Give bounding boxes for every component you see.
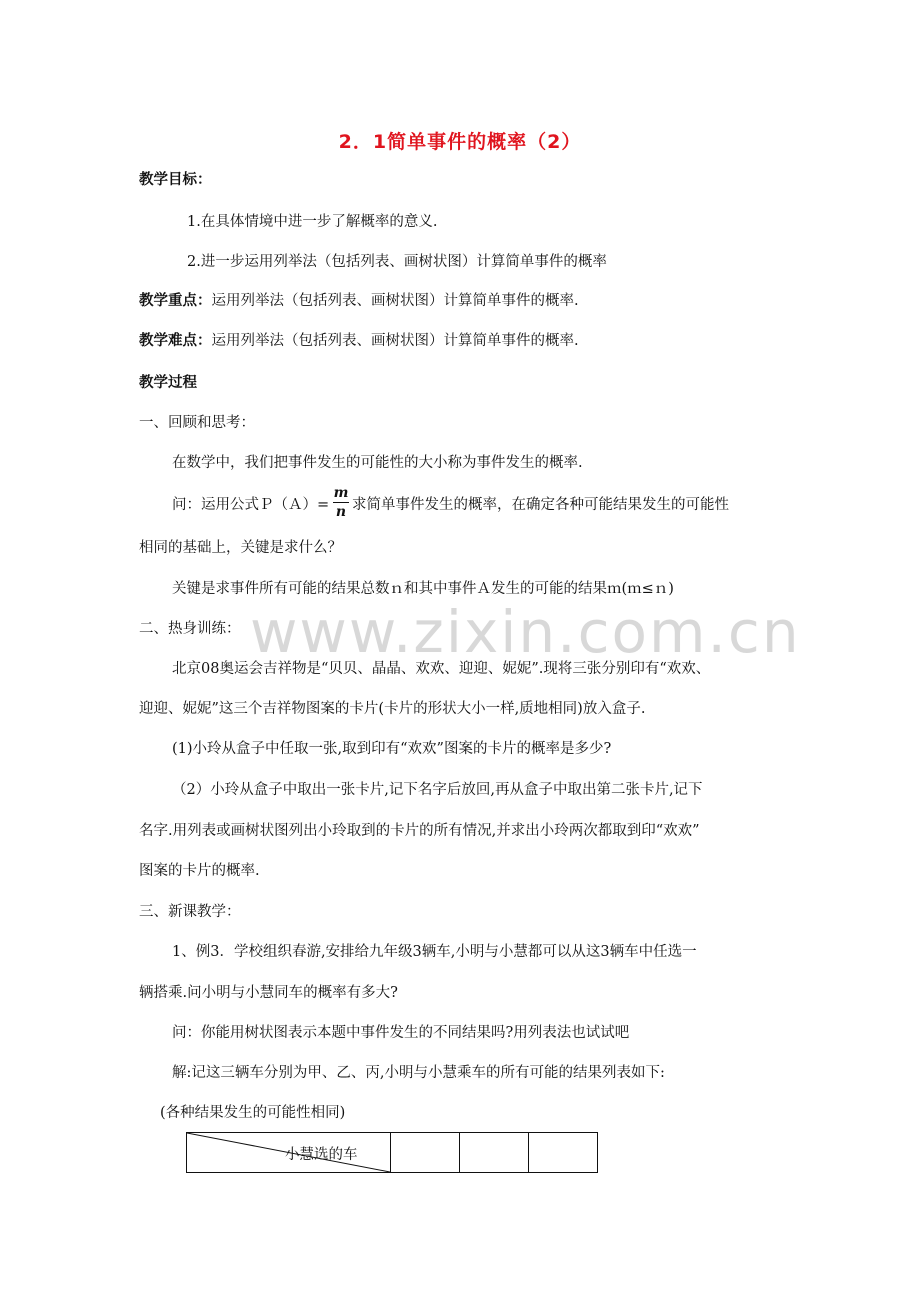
objective-2: 2.进一步运用列举法（包括列表、画树状图）计算简单事件的概率 <box>187 254 607 270</box>
formula-fraction <box>333 485 349 520</box>
objective-1: 1.在具体情境中进一步了解概率的意义. <box>187 214 438 230</box>
formula-question-suffix: 求简单事件发生的概率，在确定各种可能结果发生的可能性 <box>352 497 729 513</box>
section1-heading: 一、回顾和思考： <box>139 415 255 431</box>
focus-label: 教学重点： <box>139 293 212 309</box>
formula-question-prefix: 问：运用公式Ｐ（Ａ）= <box>172 497 330 513</box>
table-header-label: 小慧选的车 <box>285 1147 358 1163</box>
focus-line <box>139 291 579 311</box>
difficulty-text: 运用列举法（包括列表、画树状图）计算简单事件的概率. <box>211 333 579 349</box>
section2-question2-line1: （2）小玲从盒子中取出一张卡片,记下名字后放回,再从盒子中取出第二张卡片,记下 <box>172 782 703 798</box>
example3-line1: 1、例3．学校组织春游,安排给九年级3辆车,小明与小慧都可以从这3辆车中任选一 <box>172 944 697 960</box>
section1-answer: 关键是求事件所有可能的结果总数ｎ和其中事件Ａ发生的可能的结果ｍ(ｍ≤ｎ) <box>172 581 674 597</box>
section1-paragraph: 在数学中，我们把事件发生的可能性的大小称为事件发生的概率. <box>172 455 583 471</box>
example3-line2: 辆搭乘.问小明与小慧同车的概率有多大? <box>139 985 398 1001</box>
fraction-bar <box>333 502 349 503</box>
difficulty-label: 教学难点： <box>139 333 212 349</box>
fraction-denominator: n <box>335 504 347 520</box>
section2-question1: (1)小玲从盒子中任取一张,取到印有“欢欢”图案的卡片的概率是多少? <box>172 741 612 757</box>
formula-question-continued: 相同的基础上，关键是求什么？ <box>139 540 342 556</box>
table-cell <box>391 1133 460 1173</box>
section3-heading: 三、新课教学： <box>139 904 241 920</box>
objectives-heading: 教学目标： <box>139 172 212 188</box>
watermark: www.zixin.com.cn <box>250 598 801 666</box>
example3-question: 问：你能用树状图表示本题中事件发生的不同结果吗?用列表法也试试吧 <box>172 1025 630 1041</box>
focus-text: 运用列举法（包括列表、画树状图）计算简单事件的概率. <box>211 293 579 309</box>
page-title: 2．1简单事件的概率（2） <box>338 131 582 153</box>
table-row <box>187 1133 598 1173</box>
section2-heading: 二、热身训练： <box>139 621 241 637</box>
table-cell <box>529 1133 598 1173</box>
results-table <box>186 1132 598 1173</box>
table-cell <box>460 1133 529 1173</box>
example3-note: (各种结果发生的可能性相同) <box>160 1105 346 1121</box>
example3-solution: 解:记这三辆车分别为甲、乙、丙,小明与小慧乘车的所有可能的结果列表如下: <box>172 1065 665 1081</box>
difficulty-line <box>139 331 579 351</box>
section2-question2-line3: 图案的卡片的概率. <box>139 863 260 879</box>
process-heading: 教学过程 <box>139 375 197 391</box>
section2-question2-line2: 名字.用列表或画树状图列出小玲取到的卡片的所有情况,并求出小玲两次都取到印“欢欢” <box>139 823 700 839</box>
section2-paragraph-line1: 北京08奥运会吉祥物是“贝贝、晶晶、欢欢、迎迎、妮妮”.现将三张分别印有“欢欢、 <box>172 661 711 677</box>
fraction-numerator: m <box>333 485 349 501</box>
table-header-diagonal-cell <box>187 1133 391 1173</box>
section2-paragraph-line2: 迎迎、妮妮”这三个吉祥物图案的卡片(卡片的形状大小一样,质地相同)放入盒子. <box>139 701 646 717</box>
